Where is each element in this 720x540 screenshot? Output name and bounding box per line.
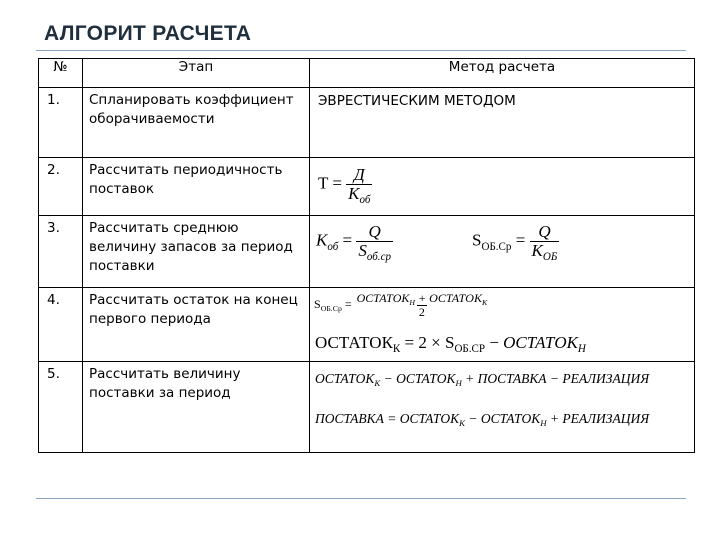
row-method xyxy=(310,158,695,216)
row-method xyxy=(310,216,695,288)
header-stage: Этап xyxy=(83,59,310,88)
page-title: АЛГОРИТ РАСЧЕТА xyxy=(44,22,252,45)
footer-divider xyxy=(36,498,686,499)
table-header-row xyxy=(39,59,695,88)
header-num: № xyxy=(39,59,83,88)
row-stage: Рассчитать величину поставки за период xyxy=(83,362,310,453)
table-row xyxy=(39,362,695,453)
row-method xyxy=(310,288,695,362)
formula-stock-balance-equation: $ОСТАТОК_К$ − $ОСТАТОК_Н$ + ПОСТАВКА − РЕАЛИЗАЦИЯ xyxy=(315,371,650,389)
formula-average-stock-by-balances: $S_{ОБ.Ср}$ = $\frac{ОСТАТОК_Н + ОСТАТОК_К}{2}$ xyxy=(314,291,488,319)
row-stage: Рассчитать периодичность поставок xyxy=(83,158,310,216)
row-number: 5. xyxy=(39,362,83,453)
table-row xyxy=(39,158,695,216)
row-method xyxy=(310,88,695,158)
table-row xyxy=(39,216,695,288)
row-stage: Рассчитать среднюю величину запасов за период поставки xyxy=(83,216,310,288)
row-stage: Спланировать коэффициент оборачиваемости xyxy=(83,88,310,158)
formula-average-stock: $S_{ОБ.Ср}$ = $\frac{Q}{K_{ОБ}}$ xyxy=(472,222,558,263)
row-number: 1. xyxy=(39,88,83,158)
row-number: 3. xyxy=(39,216,83,288)
formula-end-balance: $ОСТАТОК_К = 2 \times S_{ОБ.СР}$ − $ОСТАТОК_Н$ xyxy=(315,333,586,355)
formula-delivery-period: T = $\frac{Д}{K_{об}}$ xyxy=(318,165,371,206)
header-method: Метод расчета xyxy=(310,59,695,88)
algorithm-table xyxy=(38,58,695,453)
row-method xyxy=(310,362,695,453)
method-heuristic: ЭВРЕСТИЧЕСКИМ МЕТОДОМ xyxy=(318,93,516,109)
row-number: 2. xyxy=(39,158,83,216)
formula-delivery-equation: ПОСТАВКА = $ОСТАТОК_К$ − $ОСТАТОК_Н$ + РЕАЛИЗАЦИЯ xyxy=(315,411,650,429)
row-number: 4. xyxy=(39,288,83,362)
row-stage: Рассчитать остаток на конец первого периода xyxy=(83,288,310,362)
title-divider xyxy=(36,50,686,51)
formula-turnover-ratio: $K_{об}$ = $\frac{Q}{S_{об.ср}}$ xyxy=(316,222,391,263)
table-row xyxy=(39,288,695,362)
table-row xyxy=(39,88,695,158)
